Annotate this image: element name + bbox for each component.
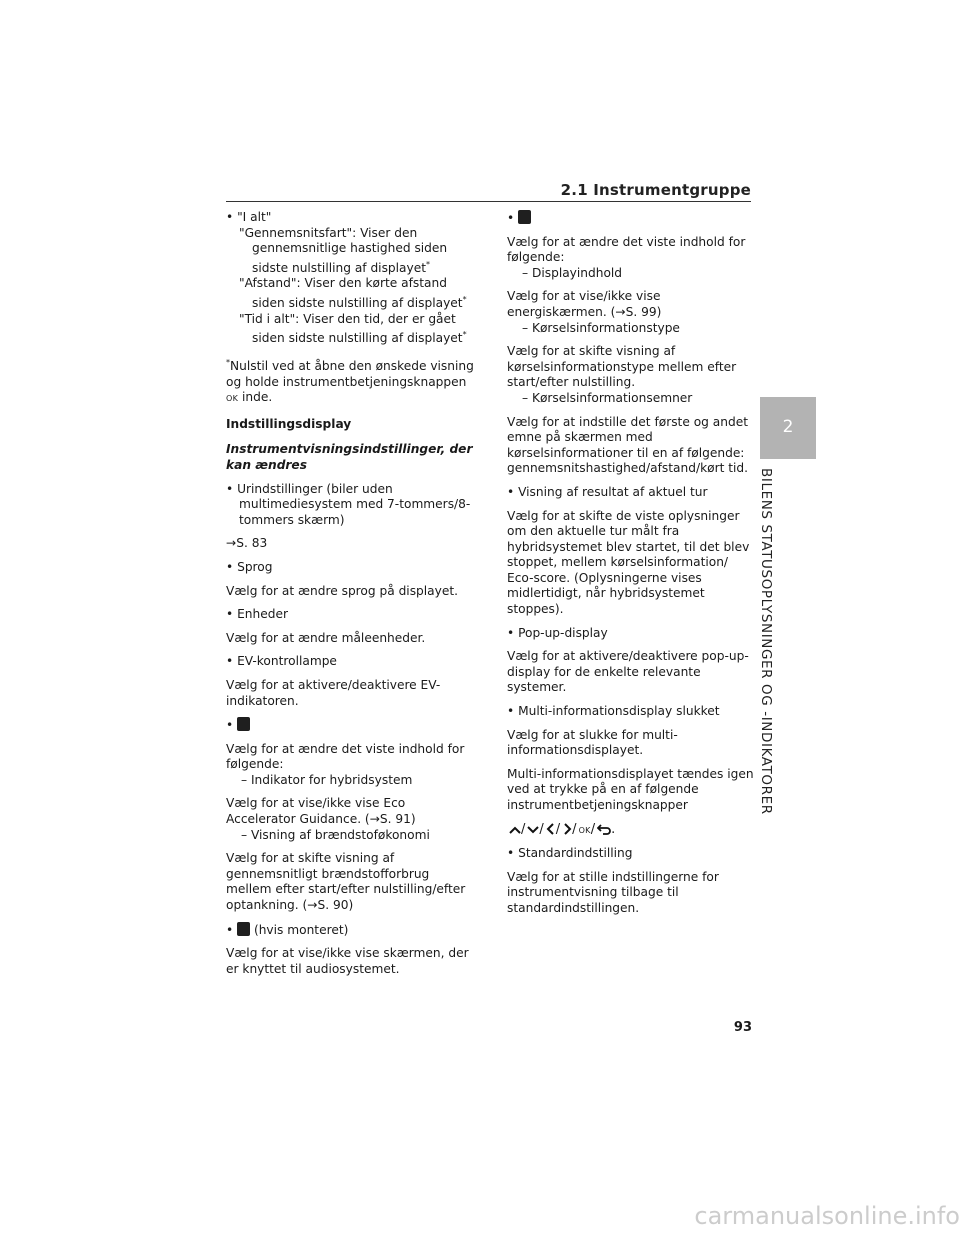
- section-heading: Indstillingsdisplay: [226, 416, 352, 431]
- list-item: • Urindstillinger (biler uden multimediesystem med 7-tommers/8-tommers skærm): [226, 481, 471, 527]
- paragraph: Vælg for at aktivere/deaktivere pop-up-display for de enkelte relevante systemer.: [507, 649, 749, 695]
- right-column: [507, 210, 755, 925]
- section-title: 2.1 Instrumentgruppe: [560, 181, 751, 199]
- list-subitem: – Visning af brændstoføkonomi: [241, 827, 430, 842]
- page-number: 93: [733, 1020, 752, 1035]
- paragraph: Multi-informationsdisplayet tændes igen ved at trykke på en af følgende instrumentbetjeningsknapper: [507, 766, 754, 812]
- gauge-settings-icon: [237, 717, 250, 731]
- chevron-left-icon: [546, 823, 556, 835]
- left-column: [226, 210, 474, 985]
- header-rule: [226, 201, 751, 202]
- chevron-up-icon: [509, 825, 521, 835]
- back-icon: [597, 823, 611, 835]
- list-item: • Standardindstilling: [507, 846, 633, 861]
- list-subitem: – Indikator for hybridsystem: [241, 772, 413, 787]
- paragraph: Vælg for at ændre sprog på displayet.: [226, 583, 458, 598]
- paragraph: Vælg for at skifte de viste oplysninger om den aktuelle tur målt fra hybridsystemet blev startet, til det blev stoppet, mellem kørselsinformation/ Eco-score. (Oplysningerne vises midlertidigt, når hybridsystemet stoppes).: [507, 508, 750, 617]
- list-subitem: "Gennemsnitsfart": Viser den gennemsnitlige hastighed siden sidste nulstilling af displayet*: [239, 225, 448, 275]
- paragraph: Vælg for at slukke for multi-informationsdisplayet.: [507, 727, 678, 758]
- paragraph: Vælg for at indstille det første og andet emne på skærmen med kørselsinformationer til en af følgende: gennemsnitshastighed/afstand/kørt tid.: [507, 414, 749, 476]
- footnote: *Nulstil ved at åbne den ønskede visning og holde instrumentbetjeningsknappen OK inde.: [226, 357, 474, 405]
- music-note-icon: [237, 922, 250, 936]
- list-subitem: "Afstand": Viser den kørte afstand siden sidste nulstilling af displayet*: [239, 276, 467, 311]
- ok-button-icon: OK: [578, 825, 591, 835]
- running-header: [226, 180, 751, 202]
- chapter-title-vertical: BILENS STATUSOPLYSNINGER OG -INDIKATORER: [758, 468, 774, 815]
- list-item: • Multi-informationsdisplay slukket: [507, 704, 720, 719]
- ok-button-icon: OK: [226, 394, 239, 404]
- paragraph: Vælg for at vise/ikke vise Eco Accelerator Guidance. (→S. 91): [226, 796, 416, 827]
- paragraph: Vælg for at ændre det viste indhold for følgende:: [507, 234, 746, 265]
- paragraph: Vælg for at vise/ikke vise skærmen, der er knyttet til audiosystemet.: [226, 946, 469, 976]
- list-subitem: "Tid i alt": Viser den tid, der er gået siden sidste nulstilling af displayet*: [239, 311, 467, 346]
- list-item: • Sprog: [226, 559, 273, 574]
- paragraph: Vælg for at skifte visning af gennemsnitligt brændstofforbrug mellem efter start/efter nulstilling/efter optankning. (→S. 90): [226, 851, 466, 913]
- drive-info-icon: [518, 210, 531, 224]
- list-item: • "I alt": [226, 210, 272, 224]
- list-item: • EV-kontrollampe: [226, 654, 337, 669]
- list-item: •: [507, 210, 755, 227]
- cross-reference[interactable]: →S. 83: [226, 536, 268, 551]
- chevron-down-icon: [527, 825, 539, 835]
- paragraph: Vælg for at stille indstillingerne for instrumentvisning tilbage til standardindstillingen.: [507, 869, 719, 915]
- list-item: • Pop-up-display: [507, 625, 608, 640]
- paragraph: Vælg for at ændre måleenheder.: [226, 630, 426, 645]
- paragraph: Vælg for at vise/ikke vise energiskærmen. (→S. 99): [507, 289, 662, 319]
- list-subitem: – Displayindhold: [522, 265, 623, 280]
- paragraph: Vælg for at ændre det viste indhold for følgende:: [226, 741, 465, 772]
- list-subitem: – Kørselsinformationstype: [522, 320, 680, 335]
- watermark: carmanualsonline.info: [694, 1202, 960, 1230]
- subheading: Instrumentvisningsindstillinger, der kan ændres: [226, 442, 473, 472]
- paragraph: Vælg for at aktivere/deaktivere EV-indikatoren.: [226, 677, 441, 708]
- list-item: • (hvis monteret): [226, 922, 349, 937]
- chevron-right-icon: [562, 823, 572, 835]
- button-row: / / / /OK/ .: [507, 822, 755, 839]
- chapter-tab: 2: [760, 397, 816, 459]
- paragraph: Vælg for at skifte visning af kørselsinformationstype mellem efter start/efter nulstilling.: [507, 344, 737, 390]
- list-item: • Enheder: [226, 607, 288, 622]
- list-item: •: [226, 717, 474, 734]
- list-item: • Visning af resultat af aktuel tur: [507, 484, 708, 499]
- list-subitem: – Kørselsinformationsemner: [522, 390, 693, 405]
